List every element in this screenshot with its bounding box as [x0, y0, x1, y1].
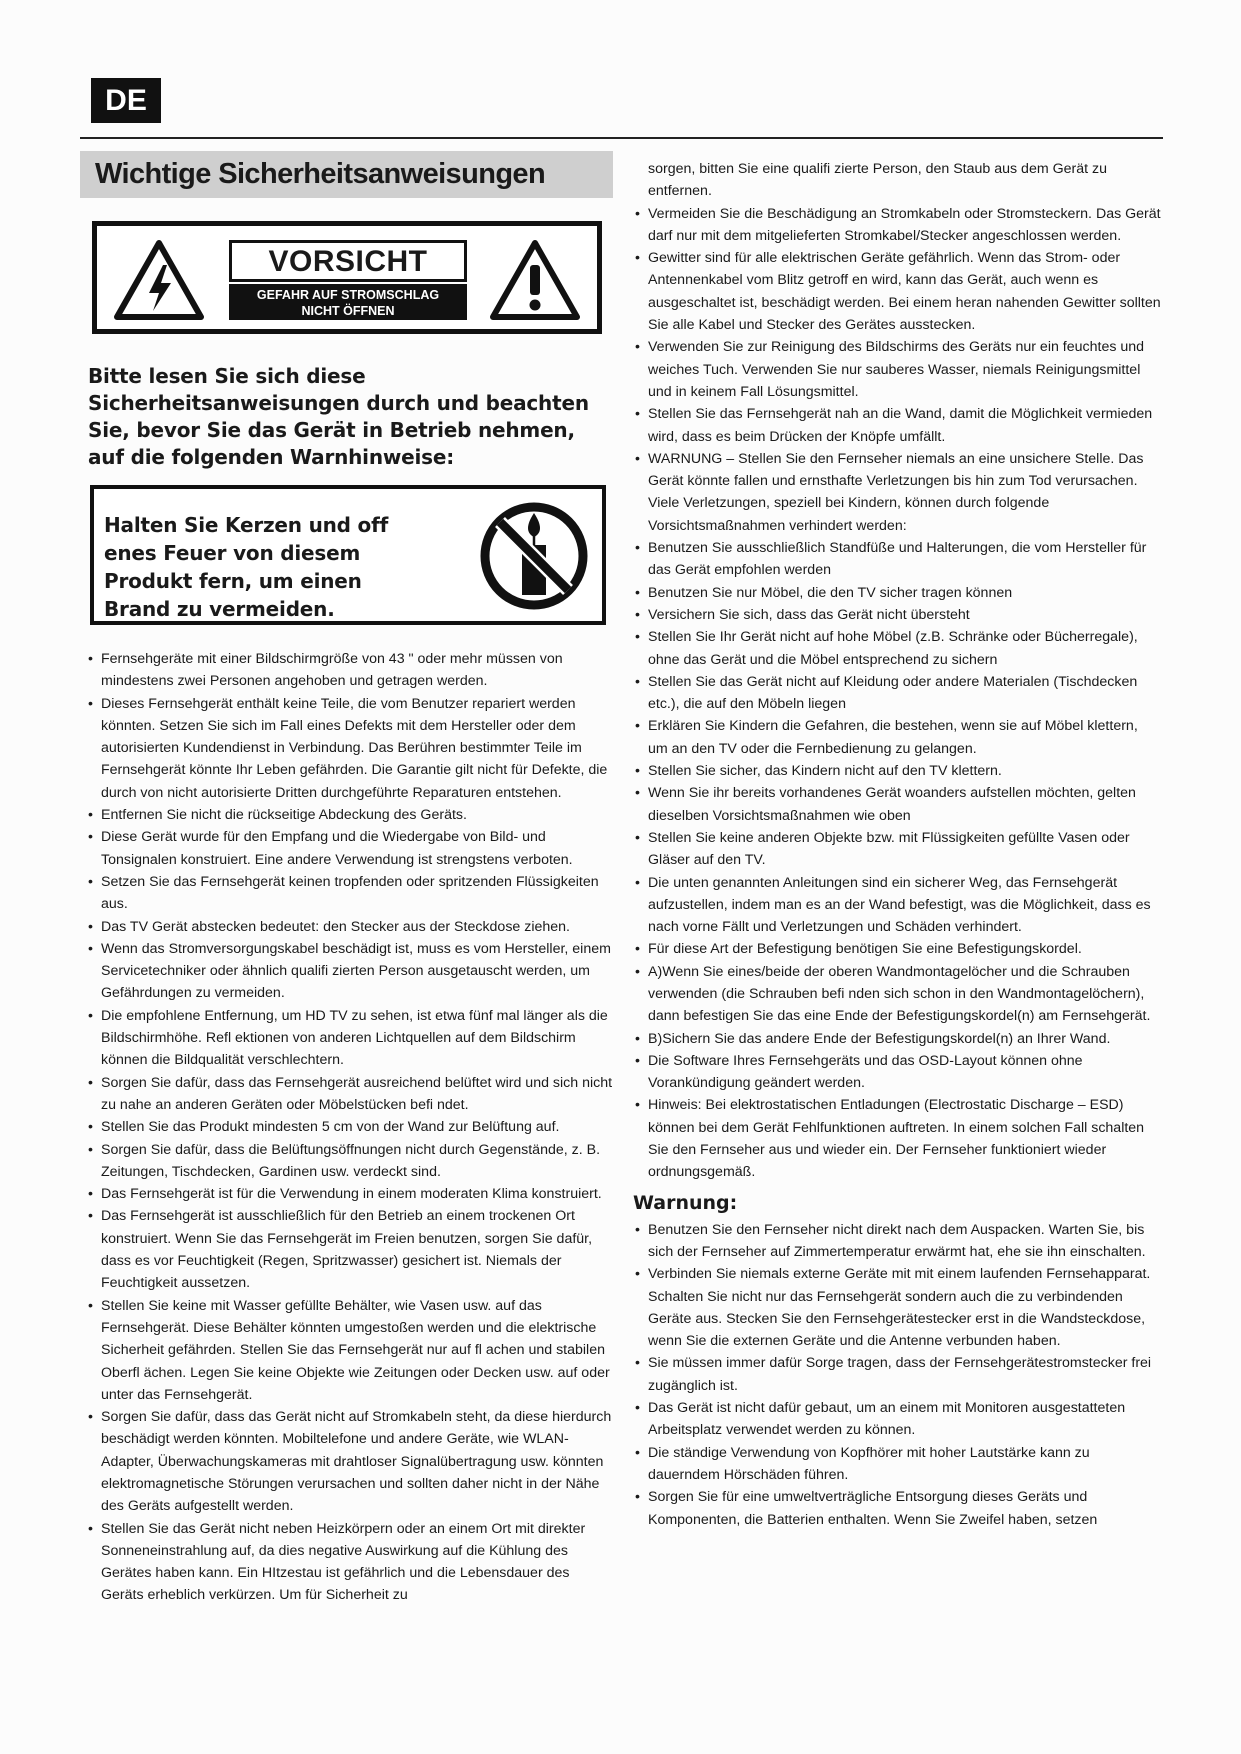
list-item: • Gewitter sind für alle elektrischen Geräte gefährlich. Wenn das Strom- oder Antennenkabel vom Blitz getroff en wird, kann das Gerät, auch wenn es ausgeschaltet ist, beschädigt werden. Bei einem heran nahenden Gewitter sollten Sie alle Kabel und Stecker des Gerätes ausstecken.: [633, 247, 1161, 336]
electric-shock-warning-icon: [113, 239, 205, 321]
list-item: • Hinweis: Bei elektrostatischen Entladungen (Electrostatic Discharge – ESD) können bei dem Gerät Fehlfunktionen auftreten. In einem solchen Fall schalten Sie den Fernseher aus und wieder ein. Der Fernseher funktioniert wieder ordnungsgemäß.: [633, 1094, 1161, 1183]
list-item: • Stellen Sie das Gerät nicht neben Heizkörpern oder an einem Ort mit direkter Sonneneinstrahlung auf, da dies negative Auswirkung auf die Kühlung des Gerätes haben kann. Ein HItzestau ist gefährlich und die Lebensdauer des Geräts erheblich verkürzen. Um für Sicherheit zu: [86, 1518, 613, 1607]
list-item: • Stellen Sie Ihr Gerät nicht auf hohe Möbel (z.B. Schränke oder Bücherregale), ohne das Gerät und die Möbel entsprechend zu sichern: [633, 626, 1161, 671]
caution-word: VORSICHT: [229, 240, 467, 282]
caution-center: [229, 240, 467, 320]
list-item: • Benutzen Sie nur Möbel, die den TV sicher tragen können: [633, 582, 1161, 604]
caution-line-1: GEFAHR AUF STROMSCHLAG: [256, 288, 440, 302]
list-item: • Stellen Sie keine anderen Objekte bzw. mit Flüssigkeiten gefüllte Vasen oder Gläser auf den TV.: [633, 827, 1161, 872]
candle-warning-box: [90, 485, 606, 625]
list-item: • Benutzen Sie den Fernseher nicht direkt nach dem Auspacken. Warten Sie, bis sich der Fernseher auf Zimmertemperatur erwärmt hat, ehe sie ihn einschalten.: [633, 1219, 1161, 1264]
exclamation-warning-icon: [489, 239, 581, 321]
no-open-flame-icon: [479, 501, 589, 611]
header-rule: [80, 137, 1163, 139]
list-item: • Stellen Sie das Produkt mindesten 5 cm von der Wand zur Belüftung auf.: [86, 1116, 613, 1138]
warning-list: [633, 1219, 1161, 1531]
list-item: • WARNUNG – Stellen Sie den Fernseher niemals an eine unsichere Stelle. Das Gerät könnte fallen und ernsthafte Verletzungen bis hin zum Tod verursachen. Viele Verletzungen, speziell bei Kindern, können durch folgende Vorsichtsmaßnahmen verhindert werden:: [633, 448, 1161, 537]
list-item: • Das Fernsehgerät ist ausschließlich für den Betrieb an einem trockenen Ort konstruiert. Wenn Sie das Fernsehgerät im Freien benutzen, sorgen Sie dafür, dass es vor Feuchtigkeit (Regen, Spritzwasser) gesichert ist. Niemals der Feuchtigkeit aussetzen.: [86, 1205, 613, 1294]
list-item: • Setzen Sie das Fernsehgerät keinen tropfenden oder spritzenden Flüssigkeiten aus.: [86, 871, 613, 916]
list-item: • Stellen Sie sicher, das Kindern nicht auf den TV klettern.: [633, 760, 1161, 782]
list-item: • Entfernen Sie nicht die rückseitige Abdeckung des Geräts.: [86, 804, 613, 826]
list-item: • Stellen Sie das Gerät nicht auf Kleidung oder andere Materialen (Tischdecken etc.), die auf den Möbeln liegen: [633, 671, 1161, 716]
list-item: • Das Gerät ist nicht dafür gebaut, um an einem mit Monitoren ausgestatteten Arbeitsplatz verwendet werden zu können.: [633, 1397, 1161, 1442]
list-item: • Benutzen Sie ausschließlich Standfüße und Halterungen, die vom Hersteller für das Gerät empfohlen werden: [633, 537, 1161, 582]
list-item: • Sie müssen immer dafür Sorge tragen, dass der Fernsehgerätestromstecker frei zugänglich ist.: [633, 1352, 1161, 1397]
list-item: • Die Software Ihres Fernsehgeräts und das OSD-Layout können ohne Vorankündigung geändert werden.: [633, 1050, 1161, 1095]
list-item: • Sorgen Sie dafür, dass das Gerät nicht auf Stromkabeln steht, da diese hierdurch beschädigt werden könnten. Mobiltelefone und andere Geräte, wie WLAN-Adapter, Überwachungskameras mit drahtloser Signalübertragung usw. könnten elektromagnetische Störungen verursachen und sollten daher nicht in der Nähe des Geräts aufgestellt werden.: [86, 1406, 613, 1517]
list-item: • Dieses Fernsehgerät enthält keine Teile, die vom Benutzer repariert werden könnten. Setzen Sie sich im Fall eines Defekts mit dem Hersteller oder dem autorisierten Kundendienst in Verbindung. Das Berühren bestimmter Teile im Fernsehgerät könnte Ihr Leben gefährden. Die Garantie gilt nicht für Defekte, die durch von nicht autorisierte Dritten durchgeführte Reparaturen entstehen.: [86, 693, 613, 804]
list-item: • Die empfohlene Entfernung, um HD TV zu sehen, ist etwa fünf mal länger als die Bildschirmhöhe. Refl ektionen von anderen Lichtquellen auf dem Bildschirm können die Bildqualität verschlechtern.: [86, 1005, 613, 1072]
candle-warning-text: Halten Sie Kerzen und off enes Feuer von diesem Produkt fern, um einen Brand zu vermeiden.: [104, 513, 389, 621]
continued-paragraph: sorgen, bitten Sie eine qualifi zierte Person, den Staub aus dem Gerät zu entfernen.: [648, 161, 1108, 200]
right-safety-list: [633, 203, 1161, 1184]
list-item: • Vermeiden Sie die Beschädigung an Stromkabeln oder Stromsteckern. Das Gerät darf nur mit dem mitgelieferten Stromkabel/Stecker angeschlossen werden.: [633, 203, 1161, 248]
list-item: • Wenn Sie ihr bereits vorhandenes Gerät woanders aufstellen möchten, gelten dieselben Vorsichtsmaßnahmen wie oben: [633, 782, 1161, 827]
right-column: [633, 158, 1161, 1531]
list-item: • Stellen Sie keine mit Wasser gefüllte Behälter, wie Vasen usw. auf das Fernsehgerät. Diese Behälter könnten umgestoßen werden und die elektrische Sicherheit gefährden. Stellen Sie das Fernsehgerät nur auf fl achen und stabilen Oberfl ächen. Legen Sie keine Objekte wie Zeitungen oder Decken usw. auf oder unter das Fernsehgerät.: [86, 1295, 613, 1406]
list-item: • Für diese Art der Befestigung benötigen Sie eine Befestigungskordel.: [633, 938, 1161, 960]
list-item: • Versichern Sie sich, dass das Gerät nicht übersteht: [633, 604, 1161, 626]
warning-heading: Warnung:: [633, 1191, 738, 1214]
left-safety-list: [86, 648, 613, 1607]
list-item: • Erklären Sie Kindern die Gefahren, die bestehen, wenn sie auf Möbel klettern, um an den TV oder die Fernbedienung zu gelangen.: [633, 715, 1161, 760]
list-item: • Fernsehgeräte mit einer Bildschirmgröße von 43 " oder mehr müssen von mindestens zwei Personen angehoben und getragen werden.: [86, 648, 613, 693]
language-badge: DE: [91, 78, 161, 123]
list-item: • Die unten genannten Anleitungen sind ein sicherer Weg, das Fernsehgerät aufzustellen, indem man es an der Wand befestigt, was die Möglichkeit, dass es nach vorne Fällt und Verletzungen und Schäden verhindert.: [633, 872, 1161, 939]
list-item: • Verwenden Sie zur Reinigung des Bildschirms des Geräts nur ein feuchtes und weiches Tuch. Verwenden Sie nur sauberes Wasser, niemals Reinigungsmittel und in keinem Fall Lösungsmittel.: [633, 336, 1161, 403]
list-item: • Das Fernsehgerät ist für die Verwendung in einem moderaten Klima konstruiert.: [86, 1183, 613, 1205]
list-item: • Sorgen Sie dafür, dass die Belüftungsöffnungen nicht durch Gegenstände, z. B. Zeitungen, Tischdecken, Gardinen usw. verdeckt sind.: [86, 1139, 613, 1184]
caution-line-2: NICHT ÖFFNEN: [301, 304, 395, 318]
list-item: • Sorgen Sie dafür, dass das Fernsehgerät ausreichend belüftet wird und sich nicht zu nahe an anderen Geräten oder Möbelstücken befi ndet.: [86, 1072, 613, 1117]
list-item: • Diese Gerät wurde für den Empfang und die Wiedergabe von Bild- und Tonsignalen konstruiert. Eine andere Verwendung ist strengstens verboten.: [86, 826, 613, 871]
list-item: • B)Sichern Sie das andere Ende der Befestigungskordel(n) an Ihrer Wand.: [633, 1028, 1161, 1050]
list-item: • A)Wenn Sie eines/beide der oberen Wandmontagelöcher und die Schrauben verwenden (die Schrauben befi nden sich schon in den Wandmontagelöchern), dann befestigen Sie das eine Ende der Befestigungskordel(n) am Fernsehgerät.: [633, 961, 1161, 1028]
caution-label: [92, 221, 602, 334]
page-title: Wichtige Sicherheitsanweisungen: [80, 151, 613, 198]
list-item: • Verbinden Sie niemals externe Geräte mit mit einem laufenden Fernsehapparat. Schalten Sie nicht nur das Fernsehgerät sondern auch die zu verbindenden Geräte aus. Stecken Sie den Fernsehgerätestecker erst in die Wandsteckdose, wenn Sie die externen Geräte und die Antenne verbunden haben.: [633, 1263, 1161, 1352]
caution-subtext: [229, 284, 467, 320]
list-item: • Wenn das Stromversorgungskabel beschädigt ist, muss es vom Hersteller, einem Servicetechniker oder ähnlich qualifi zierten Person ausgetauscht werden, um Gefährdungen zu vermeiden.: [86, 938, 613, 1005]
list-item: • Die ständige Verwendung von Kopfhörer mit hoher Lautstärke kann zu dauerndem Hörschäden führen.: [633, 1442, 1161, 1487]
intro-heading: Bitte lesen Sie sich diese Sicherheitsanweisungen durch und beachten Sie, bevor Sie das Gerät in Betrieb nehmen, auf die folgenden Warnhinweise:: [88, 364, 589, 469]
list-item: • Das TV Gerät abstecken bedeutet: den Stecker aus der Steckdose ziehen.: [86, 916, 613, 938]
list-item: • Stellen Sie das Fernsehgerät nah an die Wand, damit die Möglichkeit vermieden wird, dass es beim Drücken der Knöpfe umfällt.: [633, 403, 1161, 448]
left-column: [80, 151, 613, 1607]
list-item: • Sorgen Sie für eine umweltverträgliche Entsorgung dieses Geräts und Komponenten, die Batterien enthalten. Wenn Sie Zweifel haben, setzen: [633, 1486, 1161, 1531]
